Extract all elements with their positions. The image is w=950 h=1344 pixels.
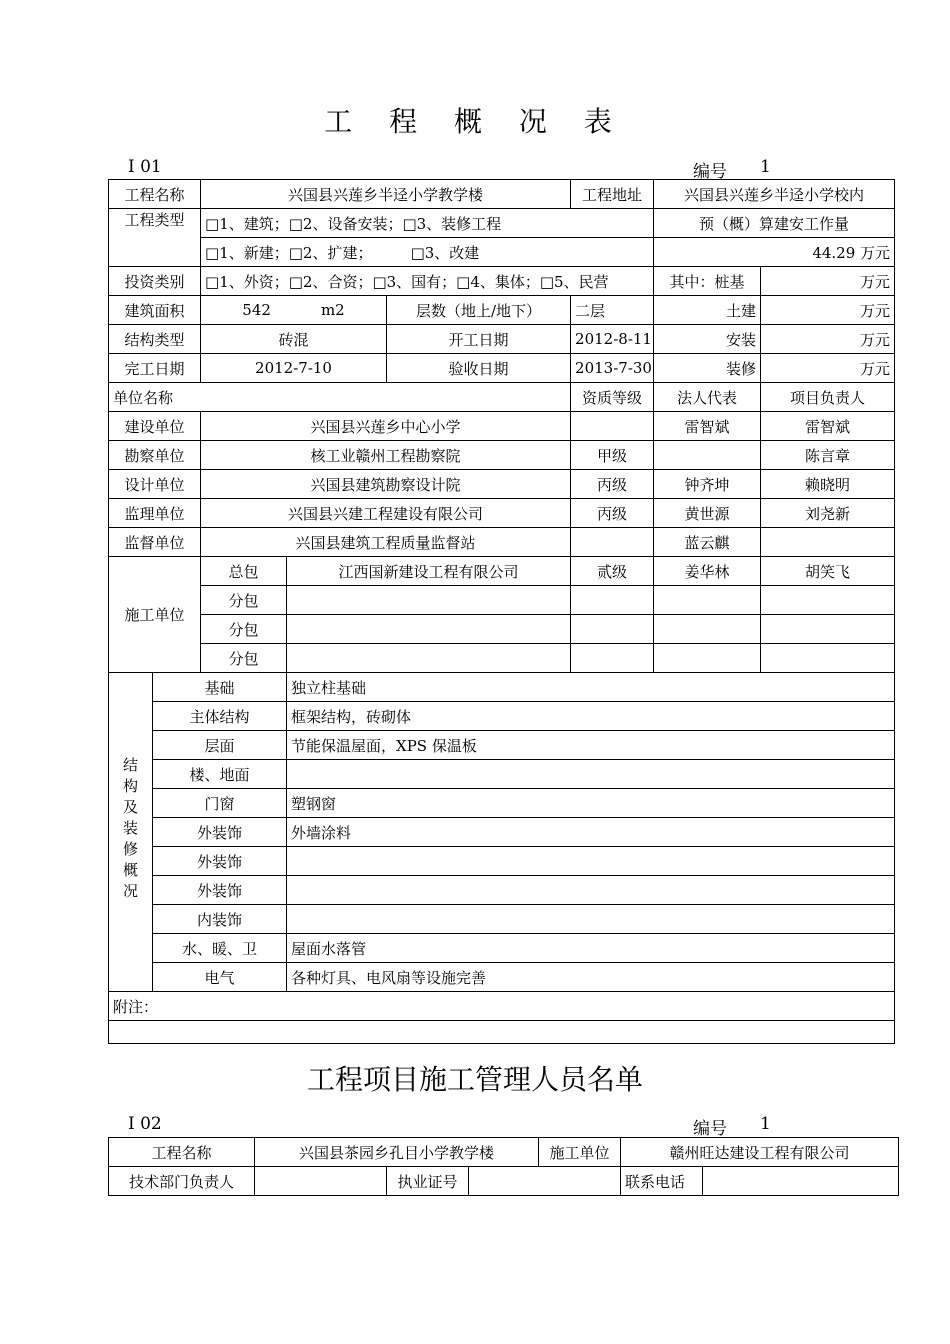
project-name-value: 兴国县兴莲乡半迳小学教学楼	[201, 180, 571, 209]
contractor-manager: 胡笑飞	[761, 557, 895, 586]
overview-item: 门窗	[153, 789, 287, 818]
unit-legal: 蓝云麒	[654, 528, 761, 557]
unit-manager: 陈言章	[761, 441, 895, 470]
unit-name: 兴国县建筑工程质量监督站	[201, 528, 571, 557]
units-header-manager: 项目负责人	[761, 383, 895, 412]
overview-row	[109, 702, 895, 731]
contractor-manager	[761, 644, 895, 673]
unit-row	[109, 528, 895, 557]
license-value	[469, 1167, 621, 1196]
overview-desc: 独立柱基础	[287, 673, 895, 702]
floors-value: 二层	[571, 296, 654, 325]
civil-unit: 万元	[761, 296, 895, 325]
form2-contractor-label: 施工单位	[539, 1138, 621, 1167]
structure-value: 砖混	[201, 325, 387, 354]
contractor-kind: 总包	[201, 557, 287, 586]
unit-name: 兴国县兴莲乡中心小学	[201, 412, 571, 441]
unit-legal: 钟齐坤	[654, 470, 761, 499]
overview-item: 外装饰	[153, 876, 287, 905]
decor-label: 装修	[654, 354, 761, 383]
contractor-qual	[571, 586, 654, 615]
accept-label: 验收日期	[387, 354, 571, 383]
form2-title: 工程项目施工管理人员名单	[306, 1063, 643, 1096]
address-value: 兴国县兴莲乡半迳小学校内	[654, 180, 895, 209]
unit-row	[109, 470, 895, 499]
overview-row	[109, 876, 895, 905]
overview-item: 外装饰	[153, 847, 287, 876]
overview-item: 主体结构	[153, 702, 287, 731]
decor-unit: 万元	[761, 354, 895, 383]
note-content	[109, 1021, 895, 1044]
unit-row	[109, 412, 895, 441]
overview-row	[109, 731, 895, 760]
form1-code: I 01	[128, 157, 162, 177]
overview-desc: 各种灯具、电风扇等设施完善	[287, 963, 895, 992]
overview-row	[109, 963, 895, 992]
form2-project-name-label: 工程名称	[109, 1138, 255, 1167]
unit-legal	[654, 441, 761, 470]
unit-role: 勘察单位	[109, 441, 201, 470]
unit-row	[109, 499, 895, 528]
unit-legal: 雷智斌	[654, 412, 761, 441]
tech-lead-value	[255, 1167, 387, 1196]
install-unit: 万元	[761, 325, 895, 354]
units-header-name: 单位名称	[109, 383, 571, 412]
form1-title: 工 程 概 况 表	[324, 105, 626, 138]
form1-number: 1	[760, 157, 771, 177]
structure-label: 结构类型	[109, 325, 201, 354]
units-header-qual: 资质等级	[571, 383, 654, 412]
finish-value: 2012-7-10	[201, 354, 387, 383]
area-label: 建筑面积	[109, 296, 201, 325]
area-value: 542 m2	[201, 296, 387, 325]
invest-label: 投资类别	[109, 267, 201, 296]
unit-manager: 雷智斌	[761, 412, 895, 441]
phone-label: 联系电话	[621, 1167, 703, 1196]
contractor-legal: 姜华林	[654, 557, 761, 586]
form2-project-name: 兴国县茶园乡孔目小学教学楼	[255, 1138, 539, 1167]
pile-label: 其中：桩基	[654, 267, 761, 296]
overview-item: 基础	[153, 673, 287, 702]
overview-row	[109, 847, 895, 876]
contractor-name	[287, 615, 571, 644]
contractor-row	[109, 586, 895, 615]
overview-item: 电气	[153, 963, 287, 992]
overview-desc: 屋面水落管	[287, 934, 895, 963]
form2-code: I 02	[128, 1114, 162, 1134]
unit-qual: 丙级	[571, 470, 654, 499]
overview-desc	[287, 760, 895, 789]
unit-role: 监督单位	[109, 528, 201, 557]
start-label: 开工日期	[387, 325, 571, 354]
install-label: 安装	[654, 325, 761, 354]
contractor-manager	[761, 615, 895, 644]
overview-desc	[287, 905, 895, 934]
accept-value: 2013-7-30	[571, 354, 654, 383]
budget-value: 44.29 万元	[654, 238, 895, 267]
unit-qual	[571, 412, 654, 441]
overview-row	[109, 905, 895, 934]
form2-number-label: 编号	[693, 1119, 727, 1139]
unit-name: 兴国县兴建工程建设有限公司	[201, 499, 571, 528]
finish-label: 完工日期	[109, 354, 201, 383]
phone-value	[703, 1167, 899, 1196]
invest-options: □1、外资；□2、合资；□3、国有；□4、集体；□5、民营	[201, 267, 654, 296]
contractor-row	[109, 557, 895, 586]
unit-qual: 甲级	[571, 441, 654, 470]
start-value: 2012-8-11	[571, 325, 654, 354]
contractor-kind: 分包	[201, 586, 287, 615]
tech-lead-label: 技术部门负责人	[109, 1167, 255, 1196]
overview-row	[109, 760, 895, 789]
civil-label: 土建	[654, 296, 761, 325]
type-label: 工程类型	[109, 209, 201, 267]
overview-item: 层面	[153, 731, 287, 760]
contractor-name	[287, 586, 571, 615]
overview-desc	[287, 876, 895, 905]
contractor-manager	[761, 586, 895, 615]
unit-role: 建设单位	[109, 412, 201, 441]
license-label: 执业证号	[387, 1167, 469, 1196]
contractor-qual	[571, 615, 654, 644]
contractor-legal	[654, 615, 761, 644]
floors-label: 层数（地上/地下）	[387, 296, 571, 325]
overview-item: 外装饰	[153, 818, 287, 847]
unit-role: 监理单位	[109, 499, 201, 528]
overview-desc: 外墙涂料	[287, 818, 895, 847]
contractor-legal	[654, 586, 761, 615]
unit-legal: 黄世源	[654, 499, 761, 528]
contractor-kind: 分包	[201, 644, 287, 673]
unit-name: 兴国县建筑勘察设计院	[201, 470, 571, 499]
overview-label: 结构及装修概况	[109, 673, 153, 992]
unit-manager: 赖晓明	[761, 470, 895, 499]
form1-number-label: 编号	[693, 162, 727, 182]
contractor-name: 江西国新建设工程有限公司	[287, 557, 571, 586]
unit-name: 核工业赣州工程勘察院	[201, 441, 571, 470]
contractor-row	[109, 644, 895, 673]
units-header-legal: 法人代表	[654, 383, 761, 412]
form2-number: 1	[760, 1114, 771, 1134]
unit-role: 设计单位	[109, 470, 201, 499]
note-label: 附注：	[109, 992, 895, 1021]
form2-contractor: 赣州旺达建设工程有限公司	[621, 1138, 899, 1167]
overview-item: 楼、地面	[153, 760, 287, 789]
contractor-qual	[571, 644, 654, 673]
contractor-name	[287, 644, 571, 673]
staff-table	[108, 1137, 899, 1196]
construction-unit-label: 施工单位	[109, 557, 201, 673]
unit-manager	[761, 528, 895, 557]
unit-manager: 刘尧新	[761, 499, 895, 528]
overview-item: 水、暖、卫	[153, 934, 287, 963]
unit-qual: 丙级	[571, 499, 654, 528]
overview-desc: 节能保温屋面，XPS 保温板	[287, 731, 895, 760]
overview-row	[109, 789, 895, 818]
contractor-row	[109, 615, 895, 644]
contractor-kind: 分包	[201, 615, 287, 644]
pile-unit: 万元	[761, 267, 895, 296]
overview-desc: 塑钢窗	[287, 789, 895, 818]
overview-row	[109, 818, 895, 847]
project-name-label: 工程名称	[109, 180, 201, 209]
address-label: 工程地址	[571, 180, 654, 209]
project-overview-table	[108, 179, 895, 1044]
overview-row	[109, 934, 895, 963]
type-options-2: □1、新建；□2、扩建； □3、改建	[201, 238, 654, 267]
budget-label: 预（概）算建安工作量	[654, 209, 895, 238]
unit-qual	[571, 528, 654, 557]
overview-item: 内装饰	[153, 905, 287, 934]
overview-desc: 框架结构，砖砌体	[287, 702, 895, 731]
contractor-qual: 贰级	[571, 557, 654, 586]
overview-row	[109, 673, 895, 702]
contractor-legal	[654, 644, 761, 673]
unit-row	[109, 441, 895, 470]
type-options-1: □1、建筑；□2、设备安装；□3、装修工程	[201, 209, 654, 238]
overview-desc	[287, 847, 895, 876]
